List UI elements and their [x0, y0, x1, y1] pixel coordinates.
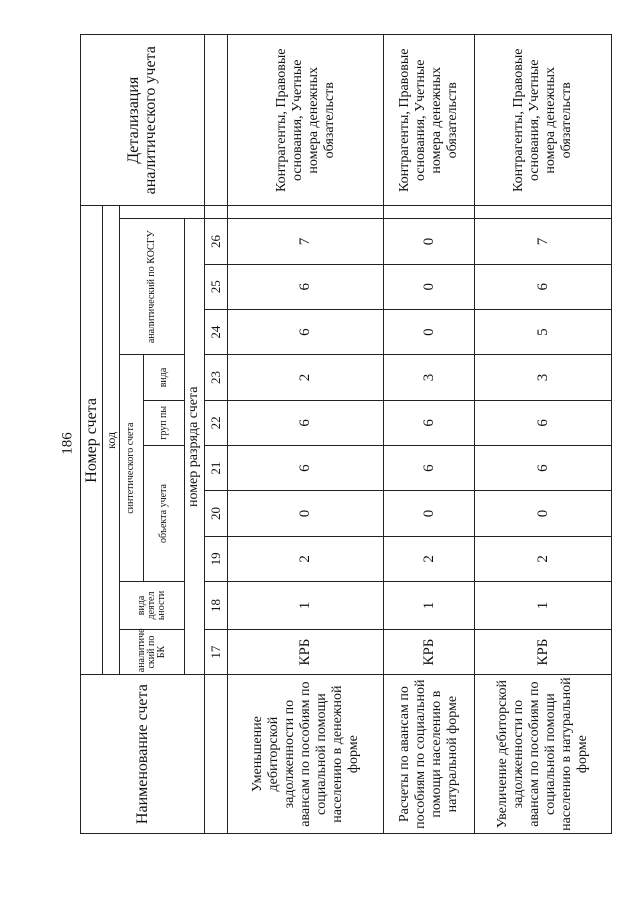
row-3-c25: 6	[475, 264, 612, 309]
row-2-c25: 0	[384, 264, 475, 309]
row-1-c23: 2	[228, 355, 384, 400]
row-2-detail: Контрагенты, Правовые основания, Учетные номера денежных обязательств	[384, 35, 475, 207]
row-2-spacer	[384, 206, 475, 219]
row-1-name: Уменьшение дебиторской задолженности по авансам по пособиям по социальной помощи населению в денежной форме	[228, 675, 384, 834]
row-1-c20: 0	[228, 491, 384, 536]
header-kind: вида	[143, 355, 184, 400]
header-group: груп пы	[143, 400, 184, 445]
digit-spacer-right	[204, 35, 228, 207]
row-1-c25: 6	[228, 264, 384, 309]
row-3-c26: 7	[475, 219, 612, 264]
row-2-c19: 2	[384, 536, 475, 581]
row-2-c23: 3	[384, 355, 475, 400]
row-1-c18: 1	[228, 582, 384, 630]
header-activity-type: вида деятел ьности	[120, 582, 185, 630]
row-2-c20: 0	[384, 491, 475, 536]
header-synthetic: синтетического счета	[120, 355, 144, 582]
digit-25: 25	[204, 264, 228, 309]
header-account-name: Наименование счета	[81, 675, 205, 834]
table-row	[228, 35, 384, 834]
digit-24: 24	[204, 309, 228, 354]
row-2-c26: 0	[384, 219, 475, 264]
row-3-c19: 2	[475, 536, 612, 581]
page-number: 186	[59, 432, 76, 455]
header-detail: Детализация аналитического учета	[81, 35, 205, 207]
header-analytic-kosgu: аналитический по КОСГУ	[120, 219, 185, 355]
digit-17: 17	[204, 629, 228, 674]
row-3-detail: Контрагенты, Правовые основания, Учетные номера денежных обязательств	[475, 35, 612, 207]
row-2-name: Расчеты по авансам по пособиям по социальной помощи населению в натуральной форме	[384, 675, 475, 834]
header-code: код	[102, 206, 119, 675]
digit-spacer-left	[204, 675, 228, 834]
rotated-table-container	[80, 34, 612, 834]
row-1-c19: 2	[228, 536, 384, 581]
digit-18: 18	[204, 582, 228, 630]
row-2-c21: 6	[384, 446, 475, 491]
digit-23: 23	[204, 355, 228, 400]
row-3-c22: 6	[475, 400, 612, 445]
row-3-name: Увеличение дебиторской задолженности по авансам по пособиям по социальной помощи населению в натуральной форме	[475, 675, 612, 834]
digit-20: 20	[204, 491, 228, 536]
row-2-c18: 1	[384, 582, 475, 630]
row-1-c24: 6	[228, 309, 384, 354]
table-row	[475, 35, 612, 834]
row-1-spacer	[228, 206, 384, 219]
row-1-c21: 6	[228, 446, 384, 491]
header-account-object: объекта учета	[143, 446, 184, 582]
header-analytic-bk: аналитиче ский по БК	[120, 629, 185, 674]
row-1-c26: 7	[228, 219, 384, 264]
row-2-c24: 0	[384, 309, 475, 354]
row-1-c17: КРБ	[228, 629, 384, 674]
digit-19: 19	[204, 536, 228, 581]
header-account-number: Номер счета	[81, 206, 103, 675]
header-digit-number: номер разряда счета	[185, 219, 205, 675]
row-3-c24: 5	[475, 309, 612, 354]
row-3-spacer	[475, 206, 612, 219]
row-2-c17: КРБ	[384, 629, 475, 674]
table-row	[384, 35, 475, 834]
header-spacer	[120, 206, 205, 219]
row-3-c20: 0	[475, 491, 612, 536]
digit-22: 22	[204, 400, 228, 445]
row-3-c23: 3	[475, 355, 612, 400]
digit-21: 21	[204, 446, 228, 491]
row-1-c22: 6	[228, 400, 384, 445]
row-2-c22: 6	[384, 400, 475, 445]
row-1-detail: Контрагенты, Правовые основания, Учетные номера денежных обязательств	[228, 35, 384, 207]
digit-26: 26	[204, 219, 228, 264]
accounts-table	[80, 34, 612, 834]
row-3-c18: 1	[475, 582, 612, 630]
digit-spacer	[204, 206, 228, 219]
row-3-c21: 6	[475, 446, 612, 491]
row-3-c17: КРБ	[475, 629, 612, 674]
